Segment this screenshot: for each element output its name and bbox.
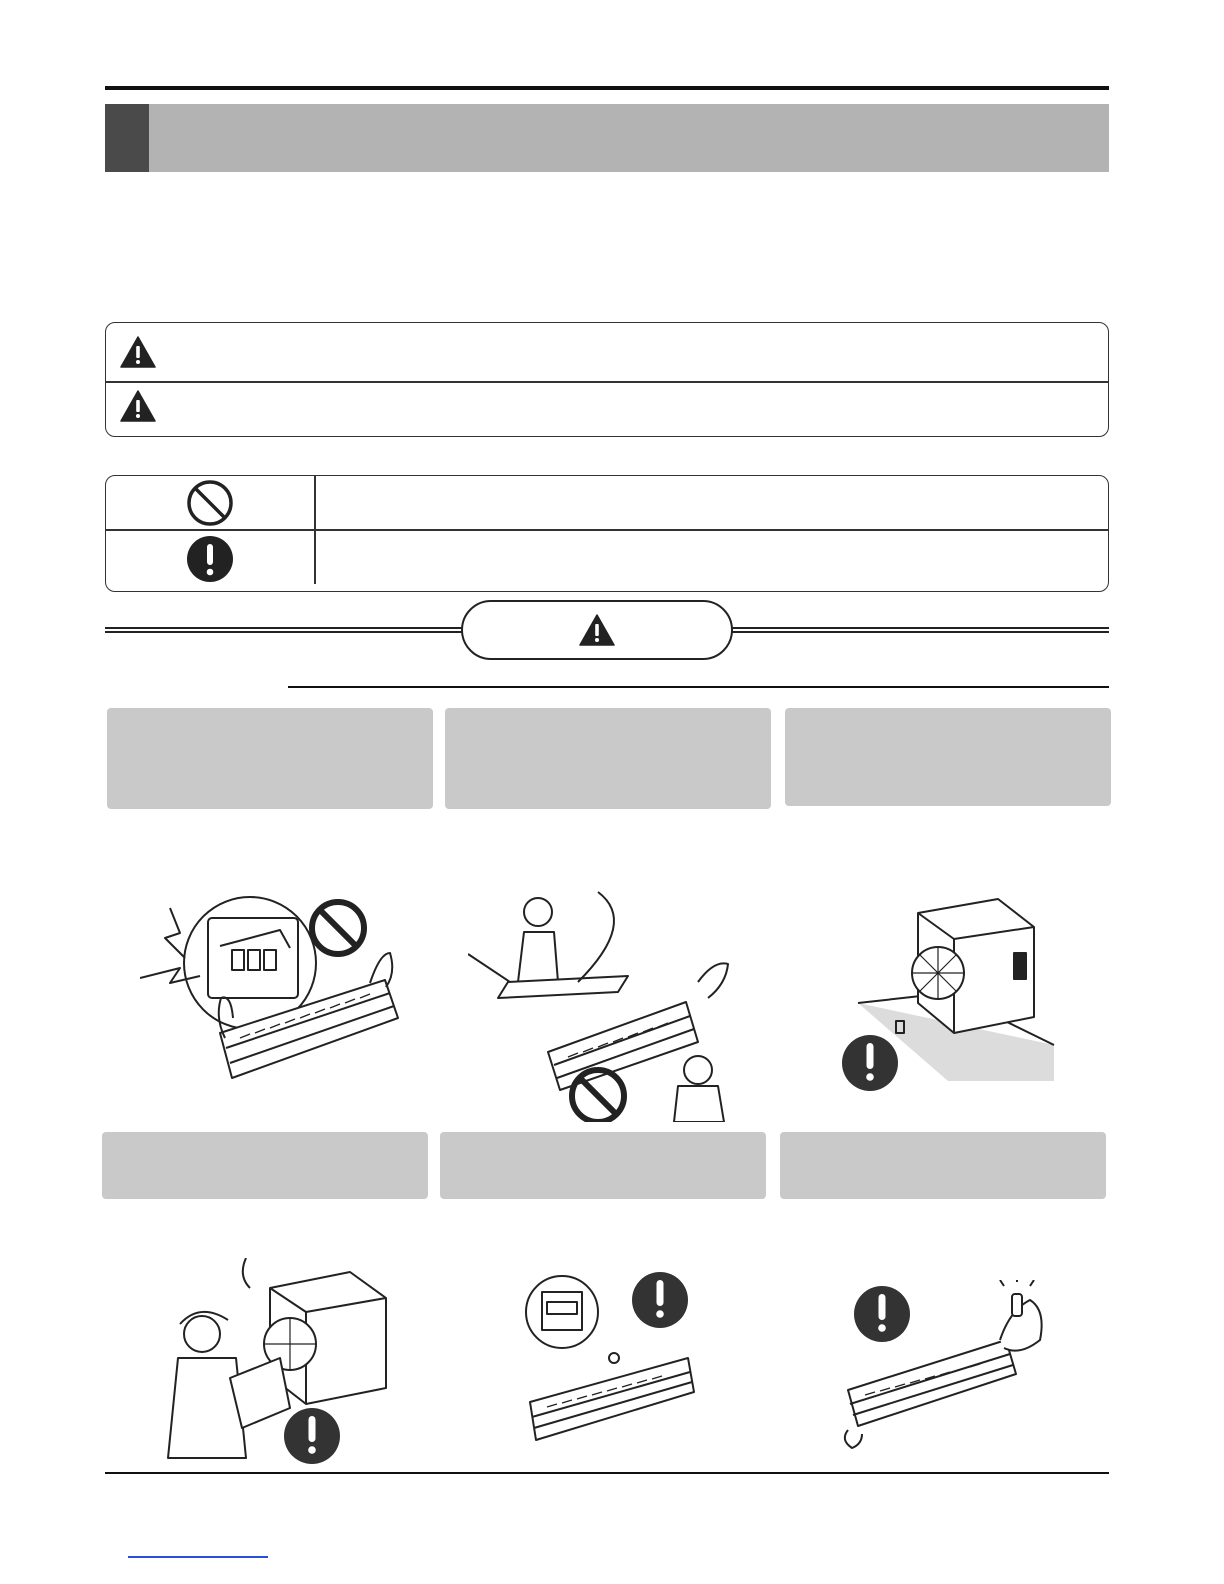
caption-box-2 [445,708,771,809]
caption-box-1 [107,708,433,809]
prohibition-icon [186,479,234,527]
outdoor-unit-on-base-illustration [838,893,1060,1091]
warning-triangle-icon [120,390,156,422]
warning-level-divider [105,381,1109,383]
bottom-rule [105,1472,1109,1474]
indoor-unit-with-breaker-illustration [522,1272,702,1456]
subsection-rule [288,686,1109,688]
caption-box-5 [440,1132,766,1199]
indoor-unit-with-fuse-illustration [840,1280,1056,1450]
section-double-rule-right [731,627,1109,633]
section-double-rule-left [105,627,463,633]
title-block [105,104,149,172]
warning-triangle-icon [579,614,615,646]
technician-with-outdoor-unit-illustration [150,1258,396,1468]
caption-box-4 [102,1132,428,1199]
top-rule [105,86,1109,90]
warning-triangle-icon [120,336,156,368]
title-bar [105,104,1109,172]
symbol-legend-row-divider [105,529,1109,531]
caption-box-6 [780,1132,1106,1199]
warning-badge [461,600,733,660]
indoor-unit-with-man-on-phone-illustration [468,882,740,1122]
caption-box-3 [785,708,1111,806]
warning-level-box [105,322,1109,437]
indoor-unit-with-switch-box-illustration [140,888,420,1098]
mandatory-exclamation-icon [186,535,234,583]
symbol-legend-box [105,475,1109,592]
footer-link-underline[interactable] [128,1556,268,1558]
symbol-legend-column-divider [314,476,316,584]
